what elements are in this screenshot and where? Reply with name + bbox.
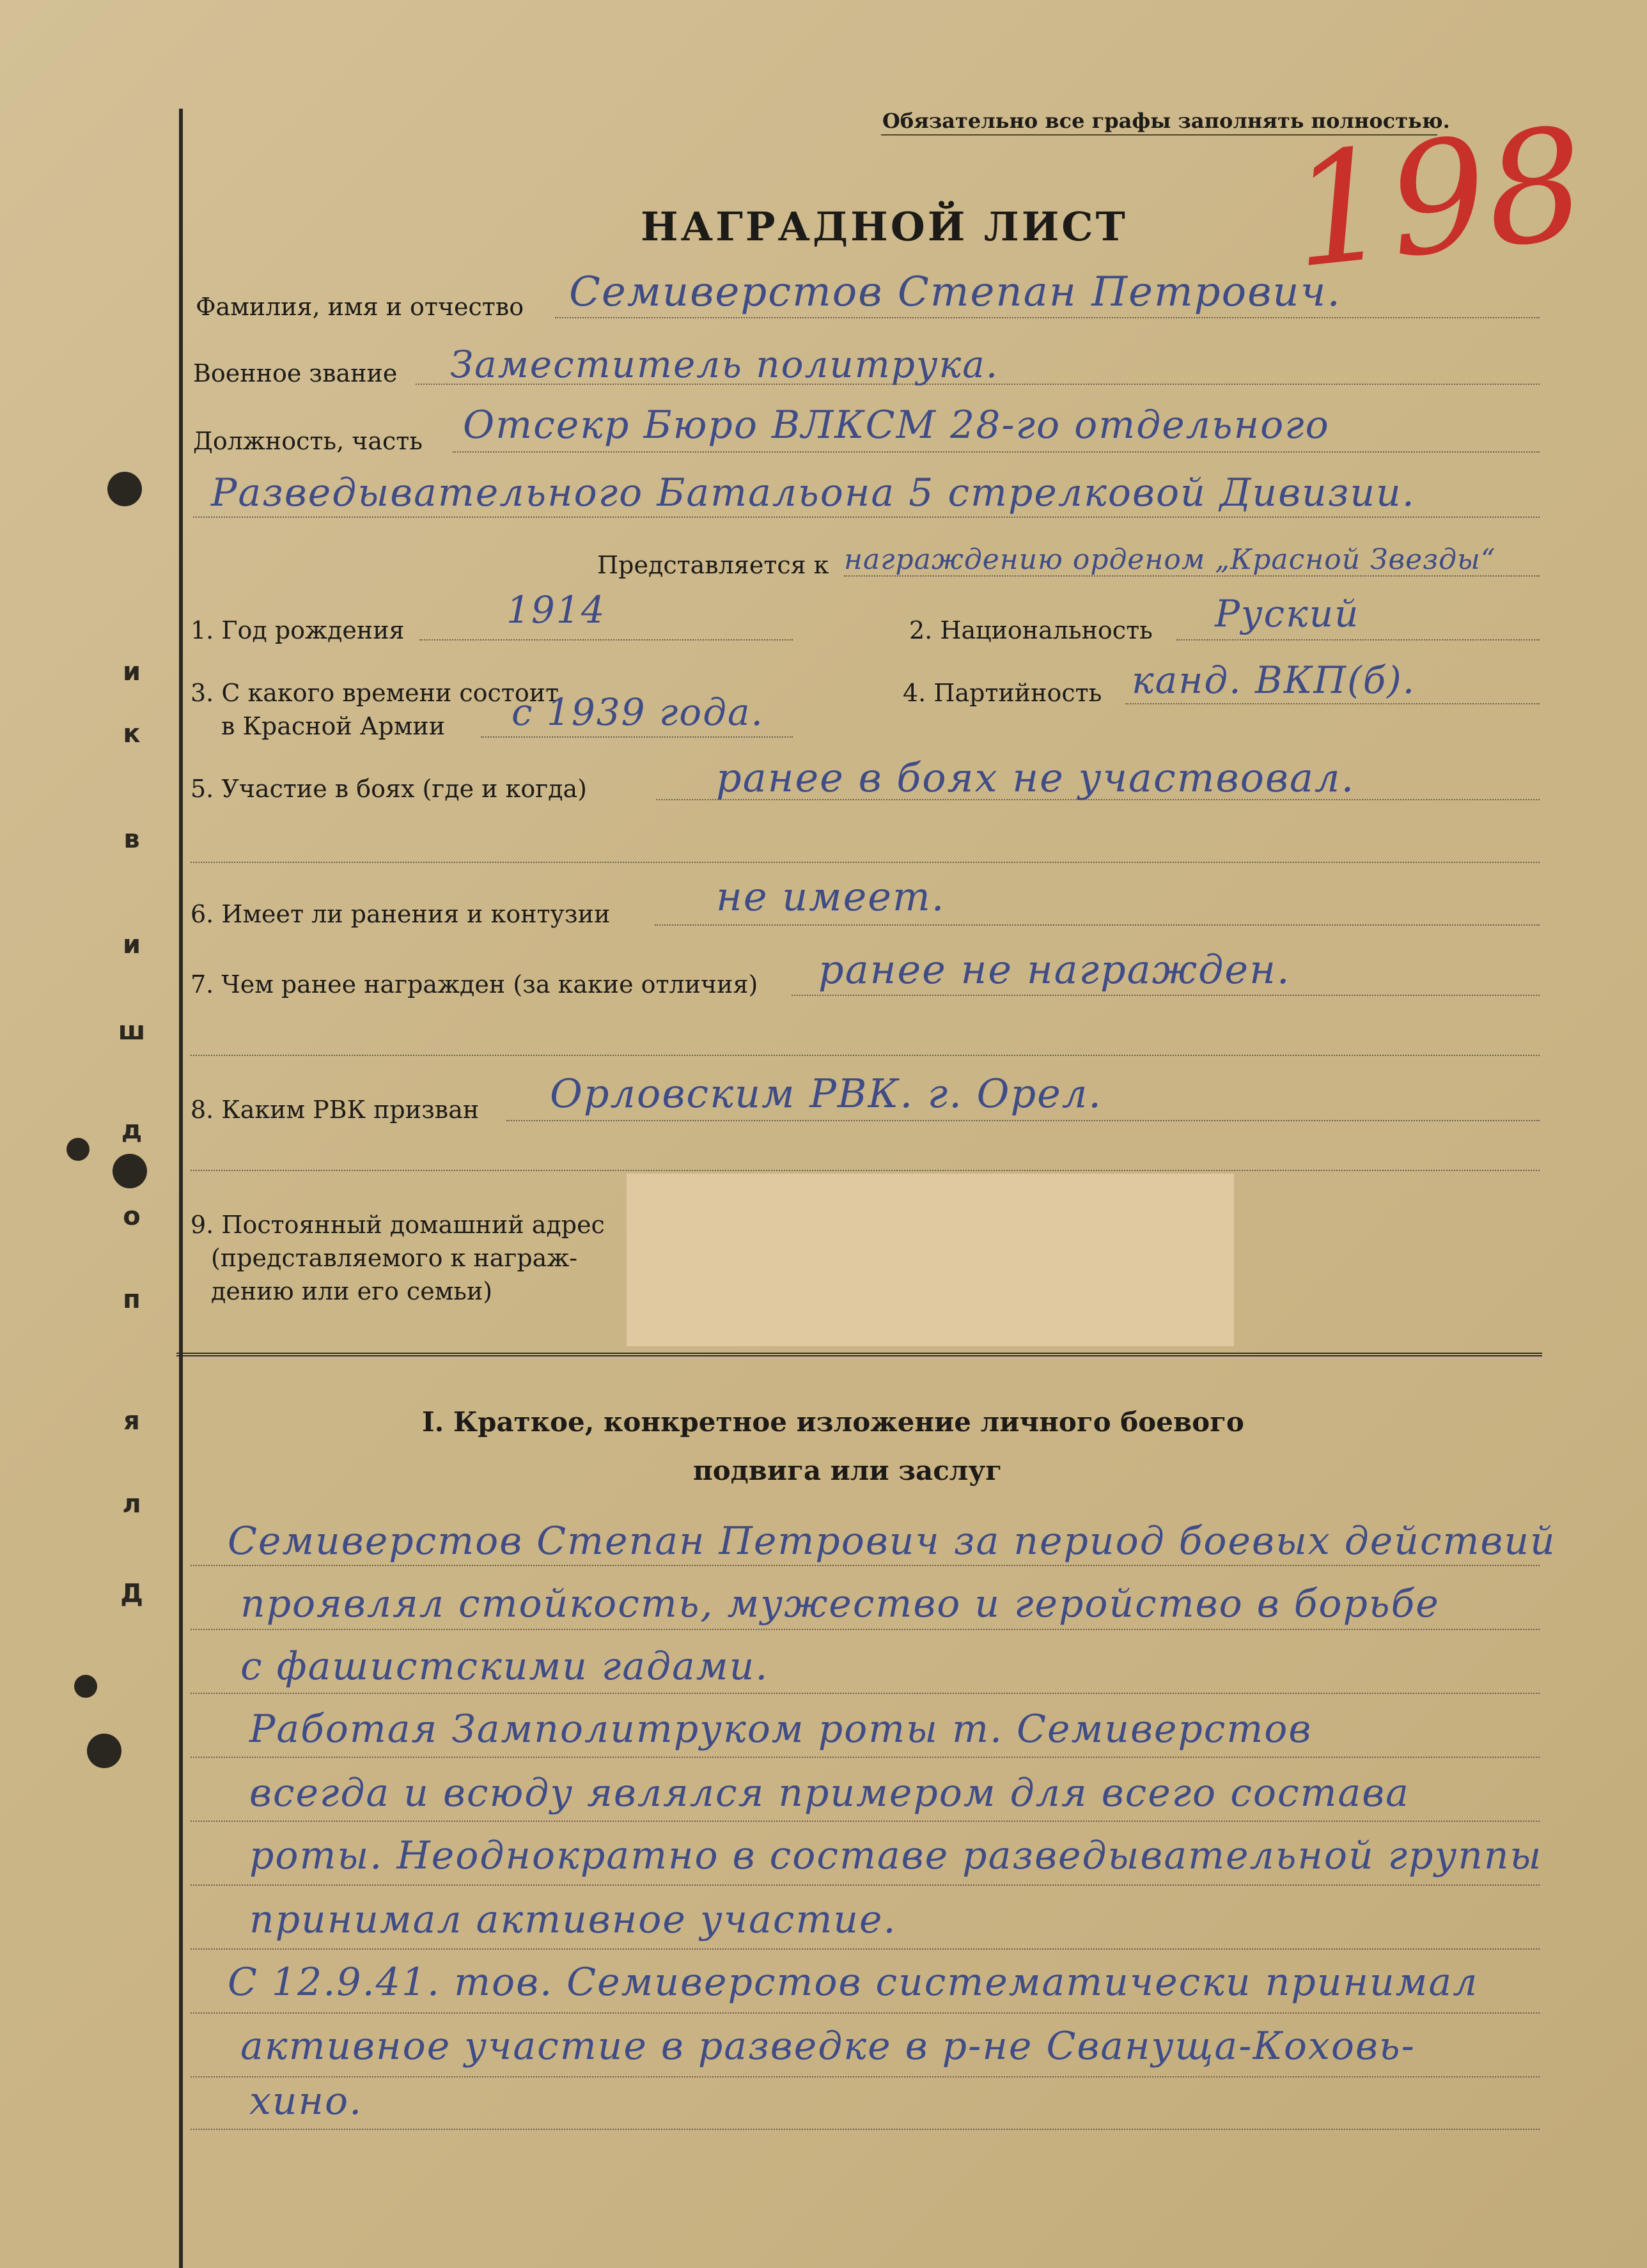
wounds-line — [655, 924, 1540, 926]
side-letter: я — [123, 1406, 140, 1436]
section-rule — [191, 1948, 1540, 1950]
side-letter: Д — [120, 1579, 143, 1608]
section-heading-2: подвига или заслуг — [693, 1455, 1003, 1486]
section-line: всегда и всюду являлся примером для всего состава — [249, 1771, 1410, 1815]
awards-label: 7. Чем ранее награжден (за какие отличия) — [191, 970, 758, 998]
fio-label: Фамилия, имя и отчество — [196, 293, 524, 321]
rvk-line-1 — [506, 1120, 1540, 1121]
side-letter: о — [123, 1202, 141, 1231]
side-letter: и — [122, 930, 141, 959]
party-value: канд. ВКП(б). — [1132, 658, 1416, 702]
party-label: 4. Партийность — [903, 679, 1102, 707]
fio-value: Семиверстов Степан Петрович. — [569, 268, 1341, 316]
address-label-2: (представляемого к награж- — [211, 1244, 578, 1272]
page-title: НАГРАДНОЙ ЛИСТ — [641, 203, 1128, 250]
army-label-1: 3. С какого времени состоит — [191, 679, 559, 707]
rank-label: Военное звание — [193, 359, 398, 387]
section-line: Семиверстов Степан Петрович за период боевых действий — [228, 1519, 1556, 1564]
section-rule — [191, 2129, 1540, 2130]
address-label-3: дению или его семьи) — [211, 1277, 493, 1305]
address-redaction — [627, 1174, 1234, 1346]
army-value: с 1939 года. — [511, 690, 764, 734]
rvk-line-2 — [191, 1170, 1540, 1171]
birth-line — [419, 639, 793, 641]
awards-line-2 — [191, 1055, 1540, 1056]
header-note: Обязательно все графы заполнять полностью. — [882, 109, 1450, 133]
section-rule — [191, 2012, 1540, 2014]
section-line: с фашистскими гадами. — [240, 1644, 769, 1689]
side-letter: к — [123, 719, 141, 749]
punch-hole — [113, 1154, 147, 1188]
post-value-1: Отсекр Бюро ВЛКСМ 28-го отдельного — [463, 403, 1330, 447]
awards-line-1 — [792, 995, 1540, 996]
section-rule — [191, 1757, 1540, 1758]
post-value-2: Разведывательного Батальона 5 стрелковой Дивизии. — [211, 470, 1416, 515]
punch-hole — [66, 1138, 90, 1161]
address-label-1: 9. Постоянный домашний адрес — [191, 1211, 605, 1239]
section-rule — [191, 2076, 1540, 2078]
wounds-label: 6. Имеет ли ранения и контузии — [191, 900, 611, 928]
birth-value: 1914 — [506, 588, 606, 632]
side-letter: д — [121, 1115, 143, 1145]
side-letter: и — [122, 657, 141, 687]
nationality-label: 2. Национальность — [909, 616, 1153, 644]
battles-label: 5. Участие в боях (где и когда) — [191, 775, 588, 803]
binding-margin-line — [179, 109, 183, 2268]
wounds-value: не имеет. — [716, 873, 946, 920]
rvk-label: 8. Каким РВК призван — [191, 1096, 480, 1124]
punch-hole — [107, 472, 142, 506]
side-letter: в — [123, 825, 140, 854]
rvk-value: Орловским РВК. г. Орел. — [550, 1070, 1103, 1117]
section-line: Работая Замполитруком роты т. Семиверстов — [249, 1707, 1313, 1751]
punch-hole — [74, 1675, 97, 1698]
party-line — [1125, 703, 1540, 704]
birth-label: 1. Год рождения — [191, 616, 405, 644]
side-letter: ш — [118, 1016, 146, 1046]
section-line: роты. Неоднократно в составе разведывательной группы — [249, 1833, 1543, 1878]
battles-value: ранее в боях не участвовал. — [716, 754, 1355, 801]
side-letter: л — [122, 1489, 141, 1519]
rank-value: Заместитель политрука. — [450, 343, 999, 386]
post-line-1 — [453, 451, 1540, 453]
army-label-2: в Красной Армии — [221, 712, 446, 740]
section-rule — [191, 1821, 1540, 1822]
section-divider — [176, 1353, 1542, 1356]
post-label: Должность, часть — [193, 427, 423, 455]
section-line: принимал активное участие. — [249, 1897, 897, 1942]
section-rule — [191, 1884, 1540, 1886]
side-letter: п — [123, 1285, 141, 1314]
fio-line — [555, 317, 1540, 318]
awards-value: ранее не награжден. — [818, 946, 1291, 993]
section-line: С 12.9.41. тов. Семиверстов систематически принимал — [228, 1960, 1479, 2005]
presented-value: награждению орденом „Красной Звезды“ — [844, 543, 1496, 576]
section-rule — [191, 1629, 1540, 1630]
section-heading-1: I. Краткое, конкретное изложение личного боевого — [422, 1406, 1244, 1438]
section-rule — [191, 1693, 1540, 1694]
section-line: активное участие в разведке в р-не Свануща-Коховь- — [240, 2024, 1416, 2069]
nationality-value: Руский — [1215, 592, 1360, 635]
section-line: хино. — [249, 2079, 363, 2124]
battles-line-2 — [191, 862, 1540, 863]
section-rule — [191, 1565, 1540, 1566]
post-line-2 — [193, 517, 1540, 518]
nationality-line — [1176, 639, 1540, 641]
punch-hole — [87, 1734, 121, 1768]
document-number: 198 — [1283, 93, 1593, 303]
army-line — [481, 736, 793, 738]
section-line: проявлял стойкость, мужество и геройство в борьбе — [240, 1581, 1440, 1626]
presented-label: Представляется к — [597, 551, 829, 579]
